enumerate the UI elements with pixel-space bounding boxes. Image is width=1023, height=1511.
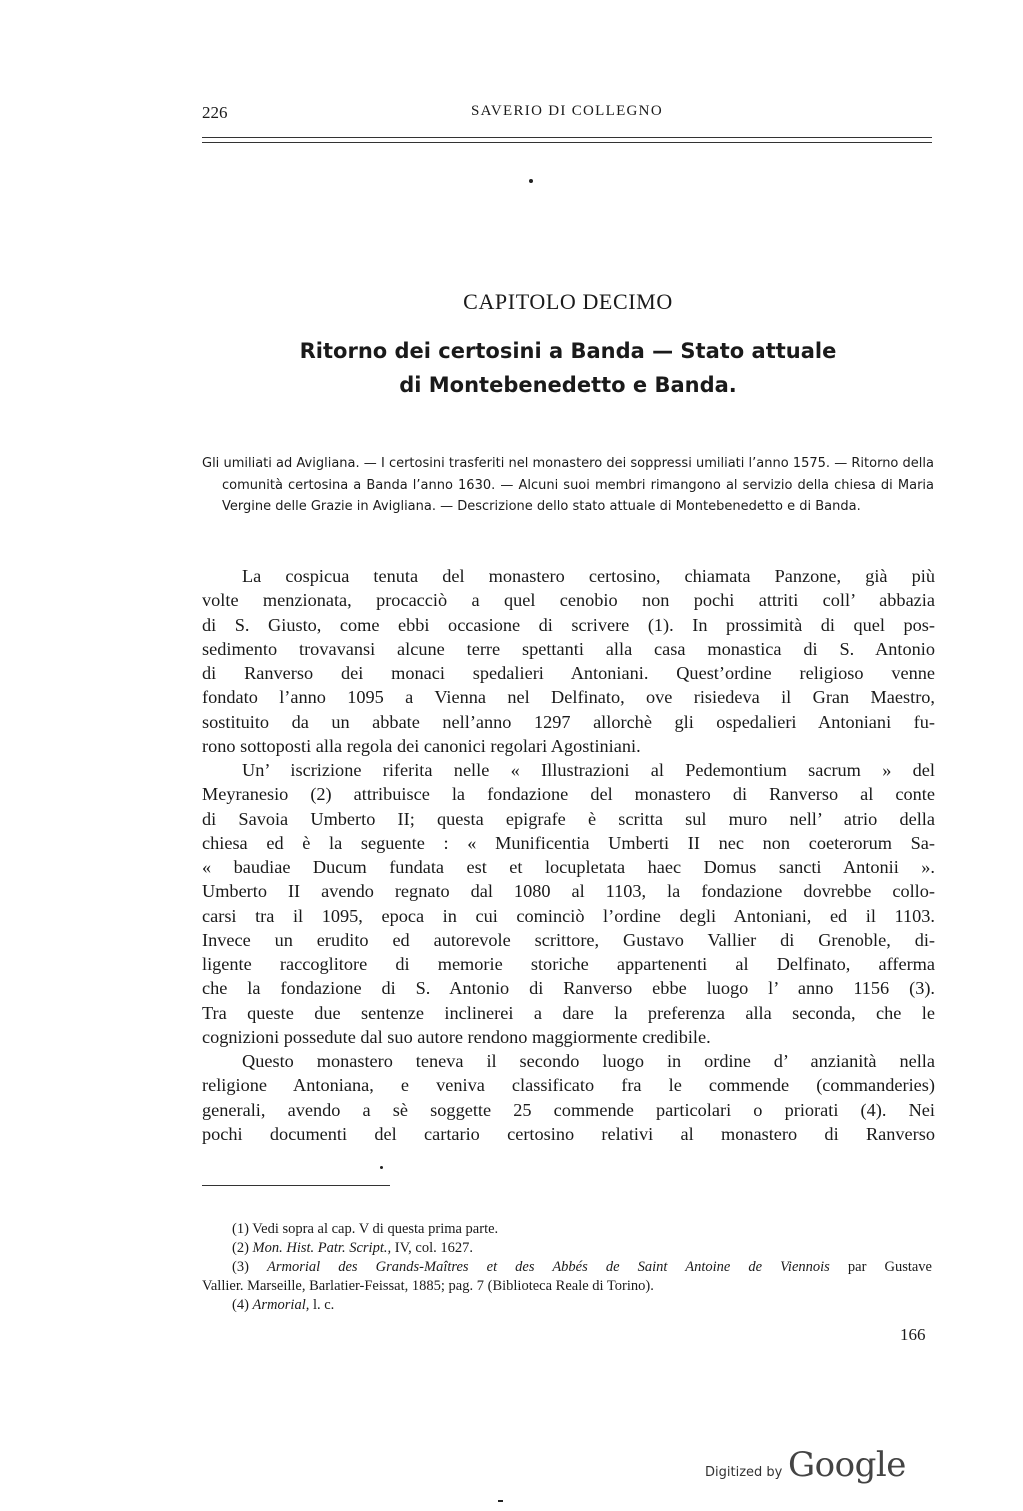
text-line: sedimento trovavansi alcune terre spettanti alla casa monastica di S. Antonio (202, 638, 935, 659)
print-speck (498, 1500, 503, 1502)
text-line: di S. Giusto, come ebbi occasione di scrivere (1). In prossimità di quel pos- (202, 614, 935, 635)
body-text (202, 564, 935, 1146)
page-number: 226 (202, 103, 228, 122)
running-head (202, 103, 932, 127)
text-line: pochi documenti del cartario certosino relativi al monastero di Ranverso (202, 1123, 935, 1144)
text-line: Umberto II avendo regnato dal 1080 al 1103, la fondazione dovrebbe collo- (202, 881, 935, 902)
paragraph (202, 564, 935, 758)
footnote-title: Armorial, (252, 1297, 310, 1313)
text-line: cognizioni possedute dal suo autore rendono maggiormente credibile. (202, 1026, 711, 1047)
text-line: di Savoia Umberto II; questa epigrafe è scritta sul muro nell’ atrio della (202, 808, 935, 829)
footnote-number: (2) (232, 1240, 249, 1256)
paragraph (202, 758, 935, 1049)
text-line: religione Antoniana, e veniva classificato fra le commende (commanderies) (202, 1075, 935, 1096)
footnote-title: Armorial des Grands-Maîtres et des Abbés de Saint Antoine de Viennois (267, 1259, 830, 1275)
print-speck (380, 1166, 383, 1169)
header-rule (202, 137, 932, 143)
chapter-summary: Gli umiliati ad Avigliana. — I certosini trasferiti nel monastero dei soppressi umiliati l’anno 1575. — Ritorno della comunità certosina a Banda l’anno 1630. — Alcuni suoi membri rimangono al servizio della chiesa di Maria Vergine delle Grazie in Avigliana. — Descrizione dello stato attuale di Montebenedetto e di Banda. (202, 456, 934, 514)
running-title: SAVERIO DI COLLEGNO (471, 103, 663, 119)
footnote-title: Mon. Hist. Patr. Script., (252, 1240, 392, 1256)
chapter-subtitle-line: di Montebenedetto e Banda. (399, 373, 737, 397)
chapter-subtitle (250, 334, 886, 402)
watermark-caption: Digitized by (705, 1465, 783, 1480)
footnote-text: IV, col. 1627. (394, 1240, 474, 1256)
text-line: Tra queste due sentenze inclinerei a dare la preferenza alla seconda, che le (202, 1002, 935, 1023)
text-line: « baudiae Ducum fundata est et locupletata haec Domus sancti Antonii ». (202, 857, 935, 877)
text-line: fondato l’anno 1095 a Vienna nel Delfinato, ove risiedeva il Gran Maestro, (202, 687, 935, 708)
chapter-subtitle-line: Ritorno dei certosini a Banda — Stato attuale (299, 339, 837, 363)
footnote-number: (3) (232, 1259, 249, 1275)
text-line: rono sottoposti alla regola dei canonici regolari Agostiniani. (202, 735, 641, 756)
footnote (202, 1296, 932, 1315)
footnote-rule (202, 1185, 390, 1186)
text-line: carsi tra il 1095, epoca in cui cominciò l’ordine degli Antoniani, ed il 1103. (202, 905, 935, 926)
chapter-title: CAPITOLO DECIMO (463, 289, 673, 314)
print-speck (529, 179, 533, 183)
text-line: Meyranesio (2) attribuisce la fondazione del monastero di Ranverso al conte (202, 784, 935, 805)
text-line: volte menzionata, procacciò a quel cenobio non pochi attriti coll’ abbazia (202, 590, 935, 611)
google-logo: Google (788, 1445, 906, 1485)
text-line: Questo monastero teneva il secondo luogo in ordine d’ anzianità nella (242, 1051, 935, 1071)
text-line: chiesa ed è la seguente : « Munificentia Umberti II nec non coeterorum Sa- (202, 832, 935, 853)
footnote (202, 1239, 932, 1258)
paragraph (202, 1049, 935, 1146)
footnote-number: (4) (232, 1297, 249, 1313)
text-line: Invece un erudito ed autorevole scrittore, Gustavo Vallier di Grenoble, di- (202, 929, 935, 950)
text-line: che la fondazione di S. Antonio di Ranverso ebbe luogo l’ anno 1156 (3). (202, 978, 935, 999)
text-line: Un’ iscrizione riferita nelle « Illustrazioni al Pedemontium sacrum » del (242, 760, 935, 780)
text-line: sostituito da un abbate nell’anno 1297 allorchè gli ospedalieri Antoniani fu- (202, 711, 935, 732)
text-line: La cospicua tenuta del monastero certosino, chiamata Panzone, già più (242, 566, 935, 586)
digitized-watermark (705, 1445, 925, 1485)
footnote-text: Vallier. Marseille, Barlatier-Feissat, 1885; pag. 7 (Biblioteca Reale di Torino). (202, 1278, 654, 1294)
footnote-text: l. c. (312, 1297, 335, 1313)
footnotes (202, 1220, 932, 1315)
sheet-number: 166 (900, 1325, 926, 1344)
text-line: di Ranverso dei monaci spedalieri Antoniani. Quest’ordine religioso venne (202, 663, 935, 683)
text-line: ligente raccoglitore di memorie storiche appartenenti al Delfinato, afferma (202, 954, 935, 974)
text-line: generali, avendo a sè soggette 25 commende particolari o priorati (4). Nei (202, 1099, 935, 1120)
footnote (202, 1258, 932, 1296)
footnote-text: par Gustave (847, 1259, 932, 1275)
footnote: (1) Vedi sopra al cap. V di questa prima parte. (232, 1221, 499, 1237)
